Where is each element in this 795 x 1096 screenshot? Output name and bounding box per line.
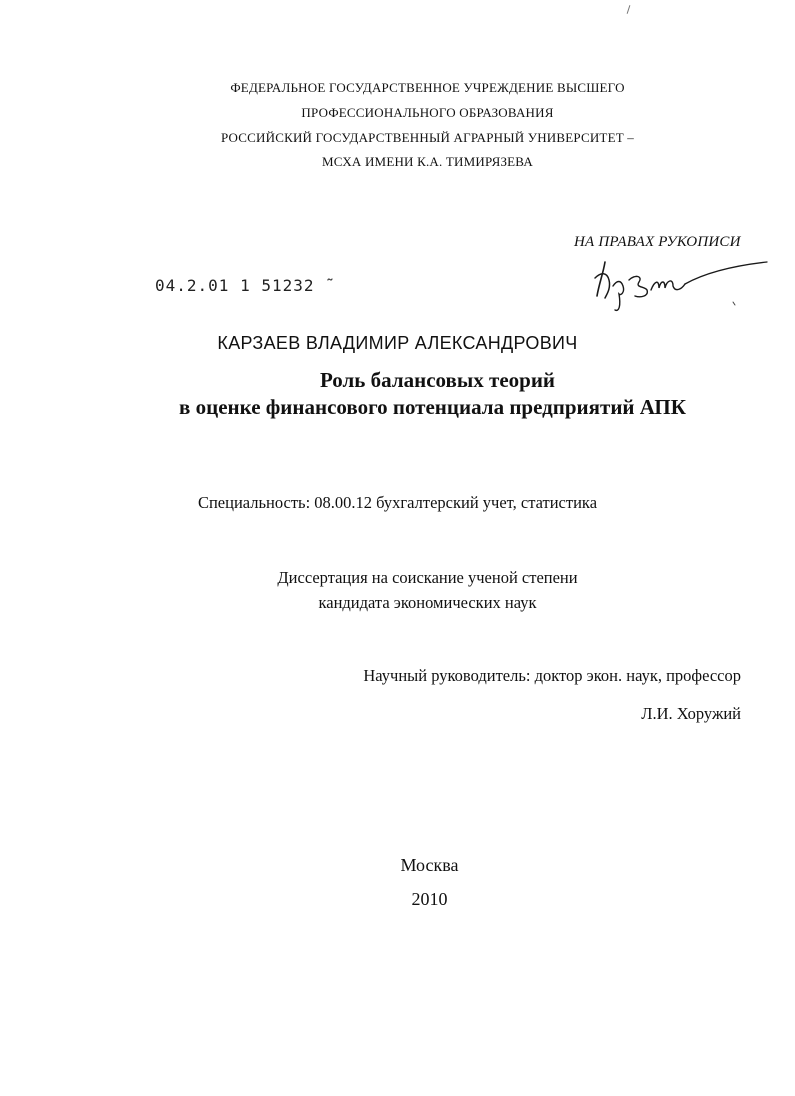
title-line-1: Роль балансовых теорий (319, 368, 556, 392)
institution-line-2: ПРОФЕССИОНАЛЬНОГО ОБРАЗОВАНИЯ (301, 105, 554, 120)
manuscript-rights-note: НА ПРАВАХ РУКОПИСИ (574, 234, 741, 250)
city: Москва (400, 855, 459, 875)
dissertation-degree-line-2: кандидата экономических наук (318, 593, 537, 612)
scientific-advisor-name: Л.И. Хоружий (641, 704, 741, 723)
scan-mark (627, 5, 631, 14)
institution-line-1: ФЕДЕРАЛЬНОЕ ГОСУДАРСТВЕННОЕ УЧРЕЖДЕНИЕ ВЫСШЕГО (230, 80, 625, 95)
dissertation-degree-line-1: Диссертация на соискание ученой степени (277, 568, 578, 587)
title-line-2: в оценке финансового потенциала предприятий АПК (179, 395, 686, 419)
scientific-advisor-role: Научный руководитель: доктор экон. наук, профессор (363, 666, 741, 685)
institution-line-3: РОССИЙСКИЙ ГОСУДАРСТВЕННЫЙ АГРАРНЫЙ УНИВЕРСИТЕТ – (220, 130, 635, 145)
author-name: КАРЗАЕВ ВЛАДИМИР АЛЕКСАНДРОВИЧ (217, 333, 578, 353)
year: 2010 (411, 889, 448, 909)
institution-line-4: МСХА ИМЕНИ К.А. ТИМИРЯЗЕВА (322, 154, 533, 169)
specialty: Специальность: 08.00.12 бухгалтерский учет, статистика (197, 493, 598, 512)
handwritten-signature (585, 250, 770, 312)
registration-stamp-number: 04.2.01 1 51232 ˜ (155, 276, 336, 295)
